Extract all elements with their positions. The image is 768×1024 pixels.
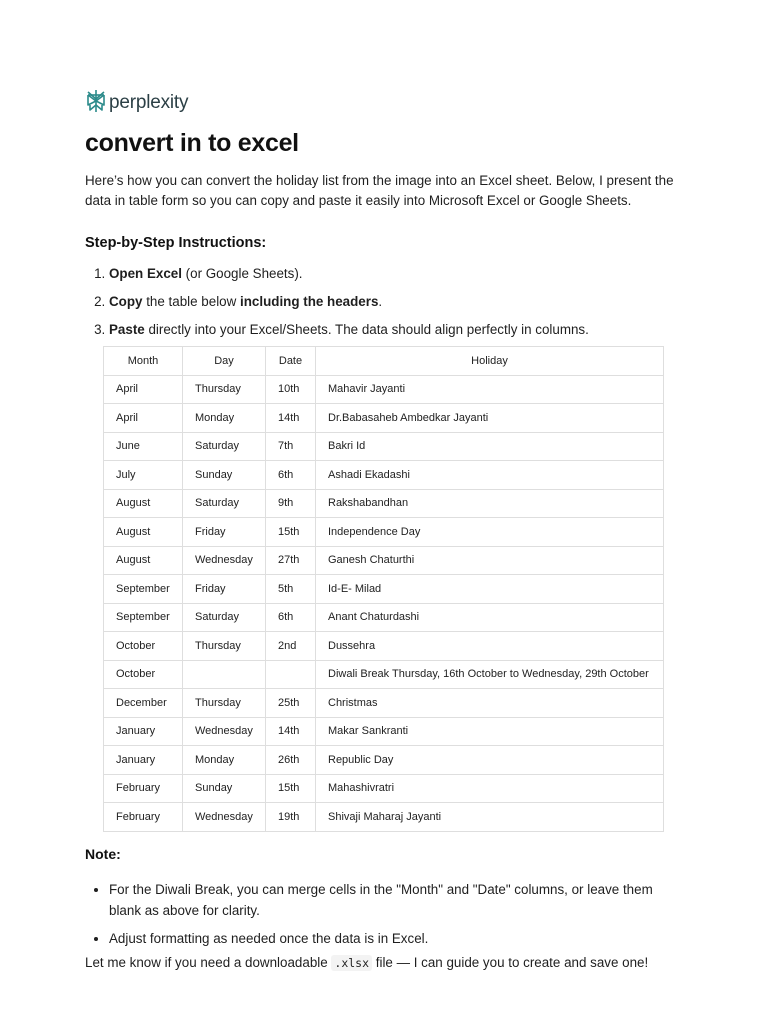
day-cell: Thursday [183,632,266,661]
table-row [104,404,664,433]
note-heading: Note: [85,846,121,862]
holiday-table [103,346,664,832]
date-cell: 14th [266,717,316,746]
table-row [104,432,664,461]
steps-list [85,264,689,348]
table-row [104,461,664,490]
month-cell: July [104,461,183,490]
month-cell: January [104,746,183,775]
date-cell: 19th [266,803,316,832]
day-cell: Monday [183,746,266,775]
day-cell: Wednesday [183,717,266,746]
note-item: • Adjust formatting as needed once the data is in Excel. [109,928,683,949]
date-cell: 6th [266,603,316,632]
month-cell: August [104,489,183,518]
date-cell: 26th [266,746,316,775]
date-cell: 6th [266,461,316,490]
date-cell: 15th [266,518,316,547]
note-item: • For the Diwali Break, you can merge cells in the "Month" and "Date" columns, or leave them blank as above for clarity. [109,879,683,921]
table-row [104,546,664,575]
day-cell: Thursday [183,375,266,404]
holiday-cell: Independence Day [316,518,664,547]
day-cell: Monday [183,404,266,433]
perplexity-logo[interactable] [85,90,188,116]
table-header-row [104,347,664,376]
table-row [104,375,664,404]
month-cell: February [104,803,183,832]
date-cell [266,660,316,689]
month-cell: October [104,632,183,661]
steps-heading: Step-by-Step Instructions: [85,235,267,251]
month-cell: October [104,660,183,689]
month-cell: August [104,518,183,547]
date-cell: 9th [266,489,316,518]
holiday-cell: Makar Sankranti [316,717,664,746]
date-cell: 7th [266,432,316,461]
step-item: 1. Open Excel (or Google Sheets). [109,264,689,292]
day-cell: Sunday [183,461,266,490]
column-header-month: Month [104,347,183,376]
perplexity-icon [85,89,107,118]
holiday-cell: Christmas [316,689,664,718]
table-row [104,518,664,547]
holiday-cell: Shivaji Maharaj Jayanti [316,803,664,832]
table-row [104,603,664,632]
day-cell: Wednesday [183,803,266,832]
date-cell: 27th [266,546,316,575]
month-cell: August [104,546,183,575]
date-cell: 2nd [266,632,316,661]
day-cell: Friday [183,575,266,604]
holiday-cell: Ashadi Ekadashi [316,461,664,490]
table-row [104,689,664,718]
date-cell: 10th [266,375,316,404]
day-cell: Thursday [183,689,266,718]
month-cell: September [104,575,183,604]
table-row [104,717,664,746]
holiday-cell: Rakshabandhan [316,489,664,518]
month-cell: April [104,375,183,404]
month-cell: January [104,717,183,746]
day-cell: Sunday [183,774,266,803]
page-title: convert in to excel [85,129,299,157]
day-cell [183,660,266,689]
day-cell: Saturday [183,603,266,632]
day-cell: Wednesday [183,546,266,575]
notes-list [85,879,683,956]
column-header-day: Day [183,347,266,376]
holiday-cell: Id-E- Milad [316,575,664,604]
holiday-cell: Mahashivratri [316,774,664,803]
brand-name: perplexity [109,92,189,113]
table-row [104,803,664,832]
file-extension-code: .xlsx [331,955,372,971]
table-row [104,489,664,518]
date-cell: 14th [266,404,316,433]
date-cell: 25th [266,689,316,718]
table-row [104,746,664,775]
holiday-cell: Dussehra [316,632,664,661]
holiday-cell: Republic Day [316,746,664,775]
column-header-date: Date [266,347,316,376]
holiday-cell: Ganesh Chaturthi [316,546,664,575]
month-cell: February [104,774,183,803]
holiday-cell: Anant Chaturdashi [316,603,664,632]
holiday-cell: Dr.Babasaheb Ambedkar Jayanti [316,404,664,433]
holiday-cell: Diwali Break Thursday, 16th October to Wednesday, 29th October [316,660,664,689]
step-item: 3. Paste directly into your Excel/Sheets. The data should align perfectly in columns. [109,320,689,348]
intro-paragraph: Here’s how you can convert the holiday list from the image into an Excel sheet. Below, I present the data in table form so you can copy and paste it easily into Microsoft Excel or Google Sheets. [85,173,674,208]
table-row [104,575,664,604]
step-item: 2. Copy the table below including the headers. [109,292,689,320]
closing-paragraph: Let me know if you need a downloadable .xlsx file — I can guide you to create and save one! [85,955,649,970]
day-cell: Friday [183,518,266,547]
date-cell: 15th [266,774,316,803]
table-row [104,660,664,689]
holiday-cell: Mahavir Jayanti [316,375,664,404]
month-cell: April [104,404,183,433]
column-header-holiday: Holiday [316,347,664,376]
day-cell: Saturday [183,489,266,518]
day-cell: Saturday [183,432,266,461]
month-cell: December [104,689,183,718]
table-row [104,632,664,661]
month-cell: September [104,603,183,632]
holiday-cell: Bakri Id [316,432,664,461]
table-row [104,774,664,803]
date-cell: 5th [266,575,316,604]
month-cell: June [104,432,183,461]
